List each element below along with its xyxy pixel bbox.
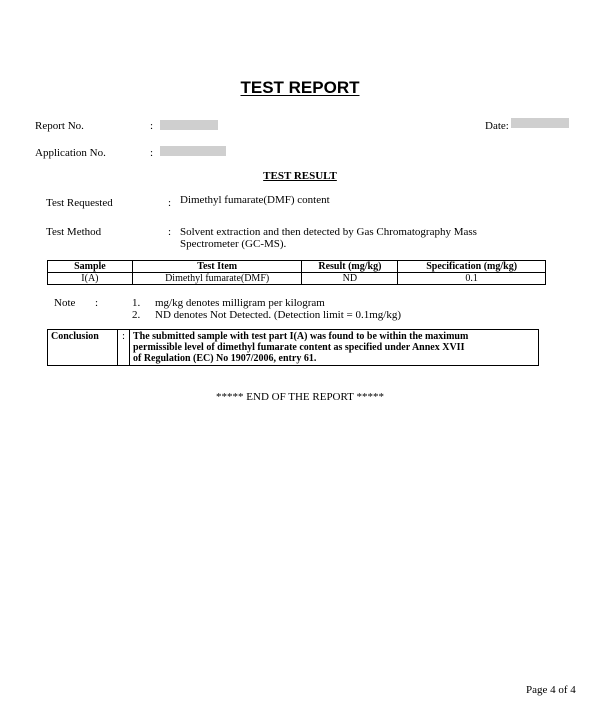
test-method-colon: :	[168, 226, 172, 238]
results-table	[47, 260, 546, 285]
report-no-colon: :	[150, 120, 154, 132]
conclusion-label: Conclusion	[48, 330, 118, 366]
results-cell-result: ND	[302, 273, 398, 285]
conclusion-text-line2: permissible level of dimethyl fumarate content as specified under Annex XVII	[133, 342, 465, 353]
test-method-value-line1: Solvent extraction and then detected by Gas Chromatography Mass	[180, 226, 477, 238]
note-colon: :	[95, 297, 99, 309]
application-no-label: Application No.	[35, 147, 106, 159]
results-header-specification: Specification (mg/kg)	[398, 261, 546, 273]
test-result-heading-text: TEST RESULT	[263, 170, 337, 182]
application-no-colon: :	[150, 147, 154, 159]
test-result-heading	[0, 170, 600, 182]
test-method-value-line2: Spectrometer (GC-MS).	[180, 238, 287, 250]
page-number: Page 4 of 4	[526, 684, 576, 696]
results-cell-sample: I(A)	[48, 273, 133, 285]
note-item-2-number: 2.	[132, 309, 141, 321]
table-row	[48, 273, 546, 285]
conclusion-box	[47, 329, 539, 366]
date-label: Date:	[485, 120, 509, 132]
test-method-label: Test Method	[46, 226, 102, 238]
conclusion-text-line1: The submitted sample with test part I(A) was found to be within the maximum	[133, 331, 469, 342]
test-requested-value: Dimethyl fumarate(DMF) content	[180, 194, 330, 206]
conclusion-text-line3: of Regulation (EC) No 1907/2006, entry 61.	[133, 353, 317, 364]
results-header-result: Result (mg/kg)	[302, 261, 398, 273]
test-requested-colon: :	[168, 197, 172, 209]
results-cell-specification: 0.1	[398, 273, 546, 285]
results-table-header-row	[48, 261, 546, 273]
results-cell-test-item: Dimethyl fumarate(DMF)	[132, 273, 302, 285]
results-header-test-item: Test Item	[132, 261, 302, 273]
note-item-1-text: mg/kg denotes milligram per kilogram	[155, 297, 325, 309]
note-item-1-number: 1.	[132, 297, 141, 309]
note-item-2-text: ND denotes Not Detected. (Detection limit = 0.1mg/kg)	[155, 309, 402, 321]
results-header-sample: Sample	[48, 261, 133, 273]
report-title	[0, 78, 600, 98]
report-title-text: TEST REPORT	[240, 78, 360, 97]
test-requested-label: Test Requested	[46, 197, 113, 209]
application-no-redacted	[160, 146, 226, 156]
conclusion-text	[130, 330, 539, 366]
conclusion-colon: :	[118, 330, 130, 366]
note-label: Note	[54, 297, 76, 309]
date-redacted	[511, 118, 569, 128]
report-no-label: Report No.	[35, 120, 84, 132]
report-no-redacted	[160, 120, 218, 130]
end-of-report: ***** END OF THE REPORT *****	[216, 391, 384, 403]
